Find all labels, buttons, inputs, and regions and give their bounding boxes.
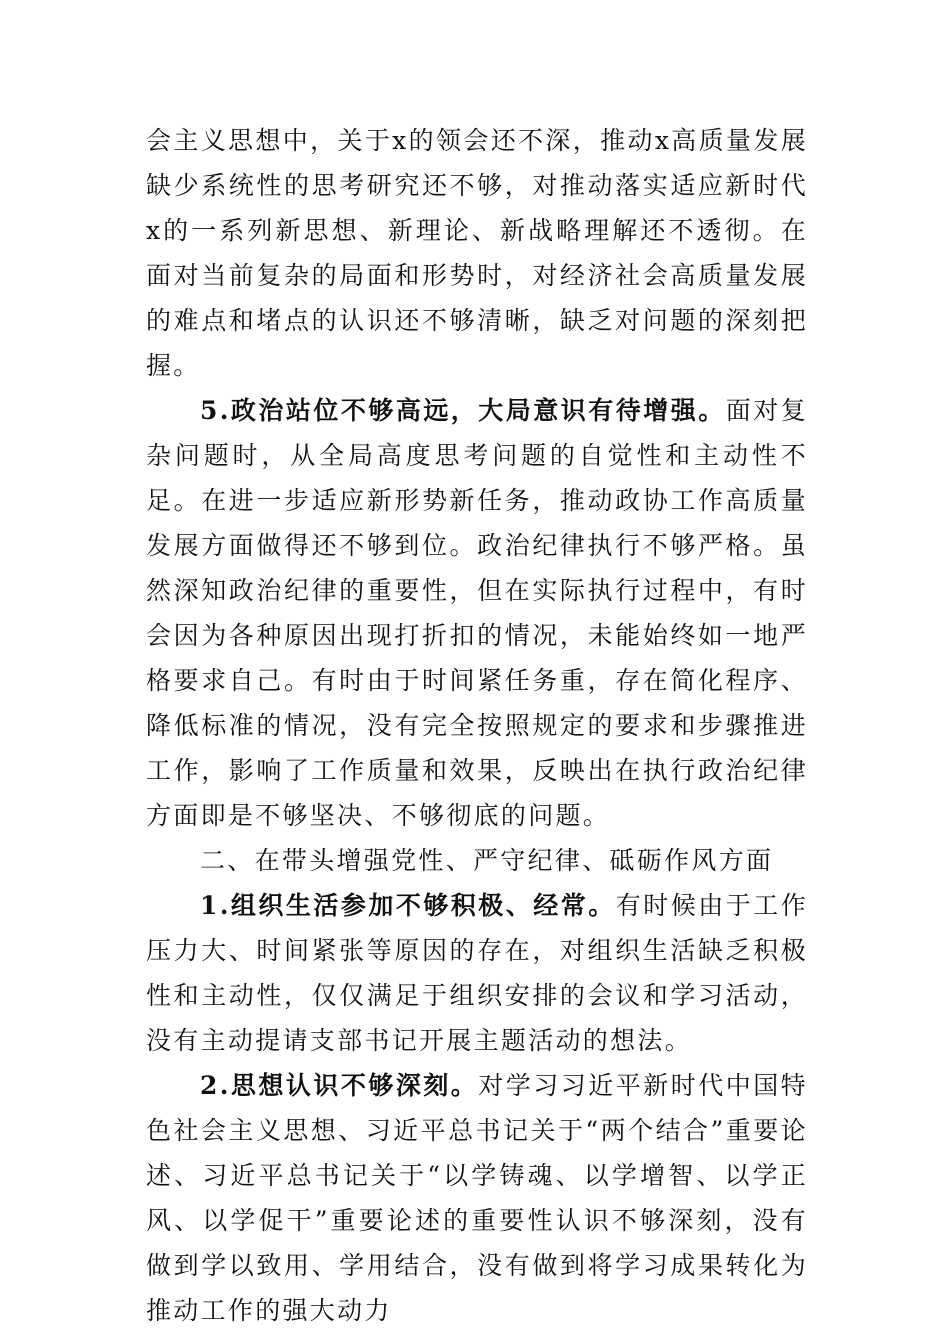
document-page (146, 118, 808, 1333)
paragraph-body: 面对复杂问题时，从全局高度思考问题的自觉性和主动性不足。在进一步适应新形势新任务，推动政协工作高质量发展方面做得还不够到位。政治纪律执行不够严格。虽然深知政治纪律的重要性，但在实际执行过程中，有时会因为各种原因出现打折扣的情况，未能始终如一地严格要求自己。有时由于时间紧任务重，存在简化程序、降低标准的情况，没有完全按照规定的要求和步骤推进工作，影响了工作质量和效果，反映出在执行政治纪律方面即是不够坚决、不够彻底的问题。 (146, 396, 808, 830)
paragraph-item-2 (146, 1063, 808, 1333)
paragraph-item-5 (146, 388, 808, 838)
paragraph-continuation (146, 118, 808, 388)
item-lead-1: 1.组织生活参加不够积极、经常。 (200, 891, 616, 920)
section-heading-2: 二、在带头增强党性、严守纪律、砥砺作风方面 (200, 846, 774, 875)
item-lead-5: 5.政治站位不够高远，大局意识有待增强。 (200, 396, 726, 425)
paragraph-body: 有时候由于工作压力大、时间紧张等原因的存在，对组织生活缺乏积极性和主动性，仅仅满足于组织安排的会议和学习活动，没有主动提请支部书记开展主题活动的想法。 (146, 891, 808, 1055)
paragraph-item-1 (146, 883, 808, 1063)
item-lead-2: 2.思想认识不够深刻。 (200, 1071, 479, 1100)
paragraph-body: 对学习习近平新时代中国特色社会主义思想、习近平总书记关于“两个结合”重要论述、习近平总书记关于“以学铸魂、以学增智、以学正风、以学促干”重要论述的重要性认识不够深刻，没有做到学以致用、学用结合，没有做到将学习成果转化为推动工作的强大动力 (146, 1071, 808, 1325)
paragraph-body: 会主义思想中，关于x的领会还不深，推动x高质量发展缺少系统性的思考研究还不够，对推动落实适应新时代x的一系列新思想、新理论、新战略理解还不透彻。在面对当前复杂的局面和形势时，对经济社会高质量发展的难点和堵点的认识还不够清晰，缺乏对问题的深刻把握。 (146, 126, 808, 380)
